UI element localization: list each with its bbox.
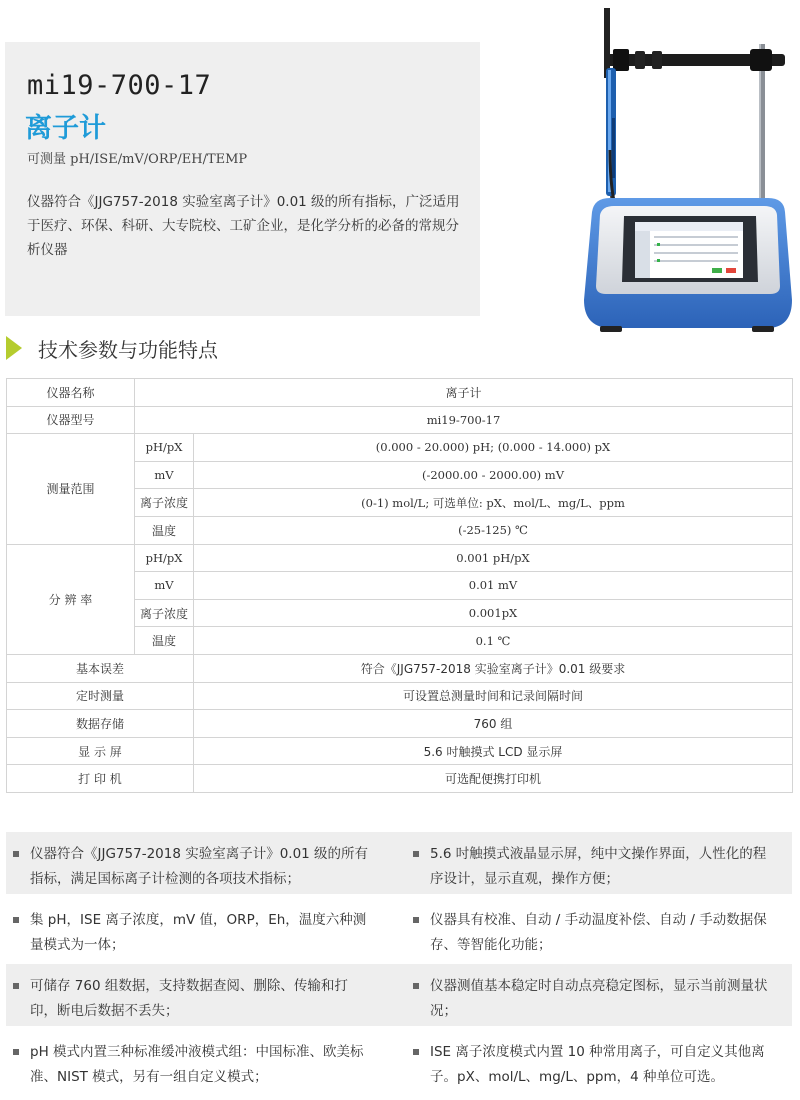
spec-value: 可选配便携打印机 xyxy=(194,765,793,793)
arrow-icon xyxy=(6,336,22,360)
spec-value: 0.1 ℃ xyxy=(194,627,793,655)
feature-row xyxy=(6,898,792,960)
bullet-icon xyxy=(13,851,19,857)
spec-param: mV xyxy=(135,461,194,489)
feature-text: 仪器测值基本稳定时自动点亮稳定图标，显示当前测量状况； xyxy=(430,978,768,1019)
spec-param: 离子浓度 xyxy=(135,599,194,627)
bullet-icon xyxy=(13,1049,19,1055)
feature-item xyxy=(410,974,770,1024)
spec-label: 显 示 屏 xyxy=(7,737,194,765)
product-description: 仪器符合《JJG757-2018 实验室离子计》0.01 级的所有指标，广泛适用于医疗、环保、科研、大专院校、工矿企业，是化学分析的必备的常规分析仪器 xyxy=(27,194,460,258)
table-row xyxy=(7,682,793,710)
spec-value: 0.001pX xyxy=(194,599,793,627)
spec-param: 离子浓度 xyxy=(135,489,194,517)
spec-group-label: 测量范围 xyxy=(7,434,135,544)
ion-meter-device-image xyxy=(580,0,795,340)
feature-item xyxy=(10,908,370,958)
spec-value: 符合《JJG757-2018 实验室离子计》0.01 级要求 xyxy=(194,654,793,682)
bullet-icon xyxy=(13,917,19,923)
spec-value: (0-1) mol/L; 可选单位: pX、mol/L、mg/L、ppm xyxy=(194,489,793,517)
table-row xyxy=(7,765,793,793)
table-row xyxy=(7,434,793,462)
feature-text: pH 模式内置三种标准缓冲液模式组：中国标准、欧美标准、NIST 模式，另有一组自定义模式； xyxy=(30,1044,364,1085)
spec-value: 离子计 xyxy=(135,379,793,407)
spec-value: 760 组 xyxy=(194,710,793,738)
spec-value: 0.001 pH/pX xyxy=(194,544,793,572)
table-row xyxy=(7,737,793,765)
table-row xyxy=(7,710,793,738)
spec-label: 仪器型号 xyxy=(7,406,135,434)
spec-param: pH/pX xyxy=(135,544,194,572)
spec-group-label: 分 辨 率 xyxy=(7,544,135,654)
section-title: 技术参数与功能特点 xyxy=(38,338,218,362)
table-row xyxy=(7,379,793,407)
feature-item xyxy=(10,1040,370,1090)
table-row xyxy=(7,406,793,434)
spec-label: 打 印 机 xyxy=(7,765,194,793)
features-list xyxy=(6,832,792,1097)
feature-item xyxy=(410,1040,770,1090)
feature-text: 可储存 760 组数据，支持数据查阅、删除、传输和打印，断电后数据不丢失； xyxy=(30,978,348,1019)
feature-row xyxy=(6,1030,792,1092)
feature-item xyxy=(410,842,770,892)
spec-param: 温度 xyxy=(135,627,194,655)
feature-row xyxy=(6,832,792,894)
hero-panel xyxy=(5,42,480,316)
feature-item xyxy=(10,974,370,1024)
feature-text: ISE 离子浓度模式内置 10 种常用离子，可自定义其他离子。pX、mol/L、mg/L、ppm，4 种单位可选。 xyxy=(430,1044,765,1085)
spec-value: (0.000 - 20.000) pH; (0.000 - 14.000) pX xyxy=(194,434,793,462)
spec-value: 0.01 mV xyxy=(194,572,793,600)
feature-text: 集 pH，ISE 离子浓度，mV 值，ORP，Eh，温度六种测量模式为一体； xyxy=(30,912,367,953)
feature-text: 5.6 吋触摸式液晶显示屏，纯中文操作界面，人性化的程序设计，显示直观，操作方便； xyxy=(430,846,767,887)
bullet-icon xyxy=(413,851,419,857)
spec-value: (-25-125) ℃ xyxy=(194,516,793,544)
spec-value: 5.6 吋触摸式 LCD 显示屏 xyxy=(194,737,793,765)
spec-param: pH/pX xyxy=(135,434,194,462)
feature-item xyxy=(410,908,770,958)
bullet-icon xyxy=(413,983,419,989)
spec-label: 仪器名称 xyxy=(7,379,135,407)
table-row xyxy=(7,654,793,682)
feature-text: 仪器符合《JJG757-2018 实验室离子计》0.01 级的所有指标，满足国标离子计检测的各项技术指标； xyxy=(30,846,369,887)
feature-item xyxy=(10,842,370,892)
spec-value: (-2000.00 - 2000.00) mV xyxy=(194,461,793,489)
spec-label: 数据存储 xyxy=(7,710,194,738)
spec-label: 基本误差 xyxy=(7,654,194,682)
bullet-icon xyxy=(413,917,419,923)
bullet-icon xyxy=(413,1049,419,1055)
spec-table xyxy=(6,378,793,793)
bullet-icon xyxy=(13,983,19,989)
spec-value: 可设置总测量时间和记录间隔时间 xyxy=(194,682,793,710)
product-title: 离子计 xyxy=(25,113,106,144)
product-model: mi19-700-17 xyxy=(27,70,212,101)
feature-text: 仪器具有校准、自动 / 手动温度补偿、自动 / 手动数据保存、等智能化功能； xyxy=(430,912,767,953)
table-row xyxy=(7,544,793,572)
spec-label: 定时测量 xyxy=(7,682,194,710)
spec-param: 温度 xyxy=(135,516,194,544)
product-tagline: 可测量 pH/ISE/mV/ORP/EH/TEMP xyxy=(27,152,248,167)
spec-value: mi19-700-17 xyxy=(135,406,793,434)
feature-row xyxy=(6,964,792,1026)
spec-param: mV xyxy=(135,572,194,600)
